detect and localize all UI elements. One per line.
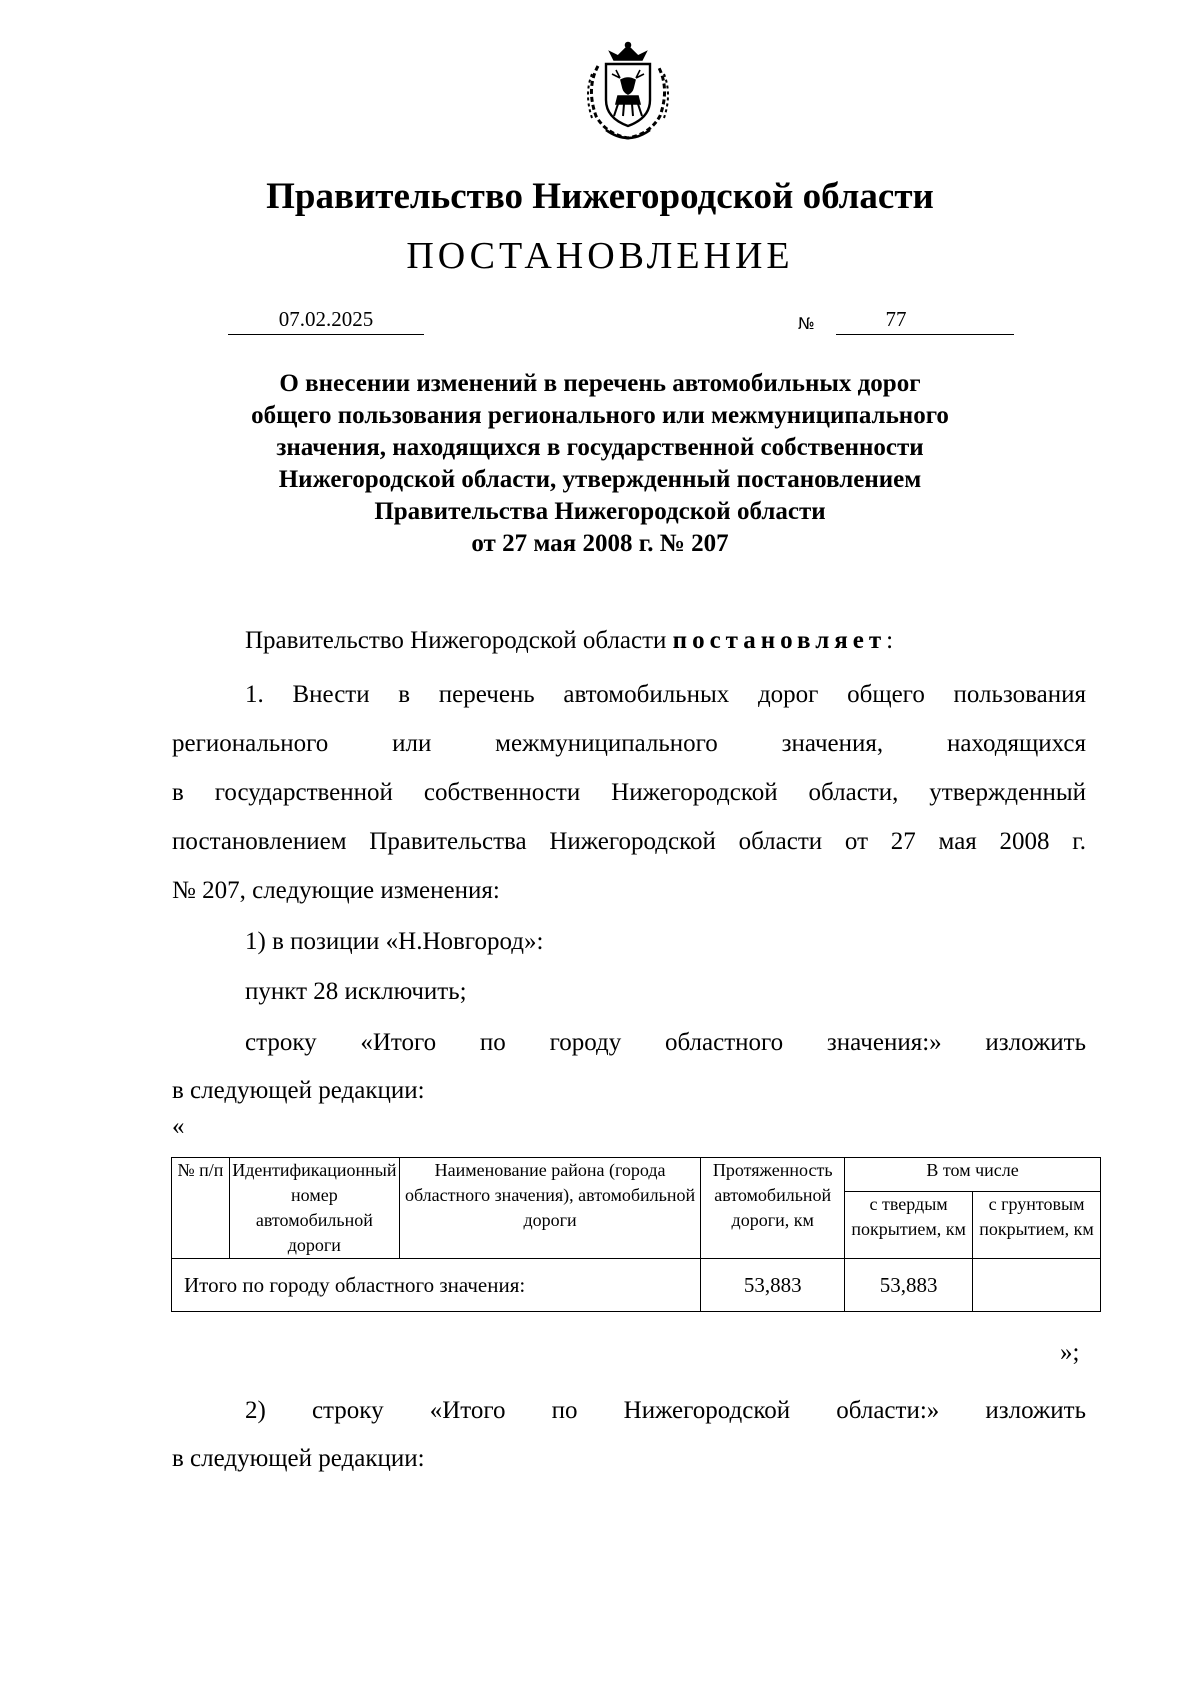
sub-item-1-row: строку «Итого по городу областного значения:» изложить bbox=[245, 1029, 1086, 1056]
header-cell-number: № п/п bbox=[172, 1158, 230, 1259]
roads-table bbox=[171, 1157, 1101, 1312]
paragraph-line: в следующей редакции: bbox=[172, 1445, 425, 1472]
header-cell-paved: с твердым покрытием, км bbox=[845, 1192, 973, 1259]
subject-line: Нижегородской области, утвержденный постановлением bbox=[278, 466, 922, 493]
table-header-row bbox=[172, 1158, 1101, 1192]
document-subject bbox=[0, 368, 1200, 560]
subject-line: О внесении изменений в перечень автомобильных дорог bbox=[279, 370, 921, 397]
paragraph-line: 1. Внести в перечень автомобильных дорог общего пользования bbox=[245, 681, 1086, 708]
header-cell-group: В том числе bbox=[845, 1158, 1101, 1192]
document-type: ПОСТАНОВЛЕНИЕ bbox=[406, 235, 794, 277]
subject-line: Правительства Нижегородской области bbox=[374, 498, 826, 525]
paragraph-line: в государственной собственности Нижегородской области, утвержденный bbox=[172, 779, 1086, 806]
sub-item-1-point: пункт 28 исключить; bbox=[245, 978, 467, 1005]
total-paved: 53,883 bbox=[845, 1259, 973, 1312]
coat-of-arms-emblem bbox=[576, 38, 680, 148]
lead-suffix: : bbox=[886, 627, 894, 654]
subject-line: значения, находящихся в государственной собственности bbox=[276, 434, 924, 461]
total-label: Итого по городу областного значения: bbox=[172, 1259, 701, 1312]
paragraph-line: № 207, следующие изменения: bbox=[172, 877, 500, 904]
document-date: 07.02.2025 bbox=[228, 306, 424, 335]
open-quote: « bbox=[172, 1113, 185, 1140]
header-cell-length: Протяженность автомобильной дороги, км bbox=[701, 1158, 845, 1259]
header-cell-id: Идентификационный номер автомобильной дороги bbox=[229, 1158, 399, 1259]
subject-line: от 27 мая 2008 г. № 207 bbox=[471, 530, 729, 557]
header-cell-dirt: с грунтовым покрытием, км bbox=[973, 1192, 1101, 1259]
document-number-value: 77 bbox=[885, 307, 907, 331]
close-quote: »; bbox=[1060, 1339, 1080, 1366]
document-number bbox=[836, 306, 1014, 335]
subject-line: общего пользования регионального или межмуниципального bbox=[251, 402, 949, 429]
sub-item-2: 2) строку «Итого по Нижегородской области:» изложить bbox=[245, 1397, 1086, 1424]
lead-prefix: Правительство Нижегородской области bbox=[245, 627, 673, 654]
total-dirt bbox=[973, 1259, 1101, 1312]
resolution-lead bbox=[172, 616, 1086, 665]
item-1-paragraph bbox=[172, 670, 1086, 866]
organization-title: Правительство Нижегородской области bbox=[266, 176, 934, 217]
total-length: 53,883 bbox=[701, 1259, 845, 1312]
header-cell-name: Наименование района (города областного значения), автомобильной дороги bbox=[399, 1158, 700, 1259]
number-sign: № bbox=[798, 314, 815, 333]
paragraph-line: в следующей редакции: bbox=[172, 1077, 425, 1104]
sub-item-1: 1) в позиции «Н.Новгород»: bbox=[245, 928, 544, 955]
lead-spaced-word: постановляет bbox=[672, 627, 887, 654]
table-row bbox=[172, 1259, 1101, 1312]
paragraph-line: регионального или межмуниципального значения, находящихся bbox=[172, 730, 1086, 757]
paragraph-line: постановлением Правительства Нижегородской области от 27 мая 2008 г. bbox=[172, 828, 1086, 855]
